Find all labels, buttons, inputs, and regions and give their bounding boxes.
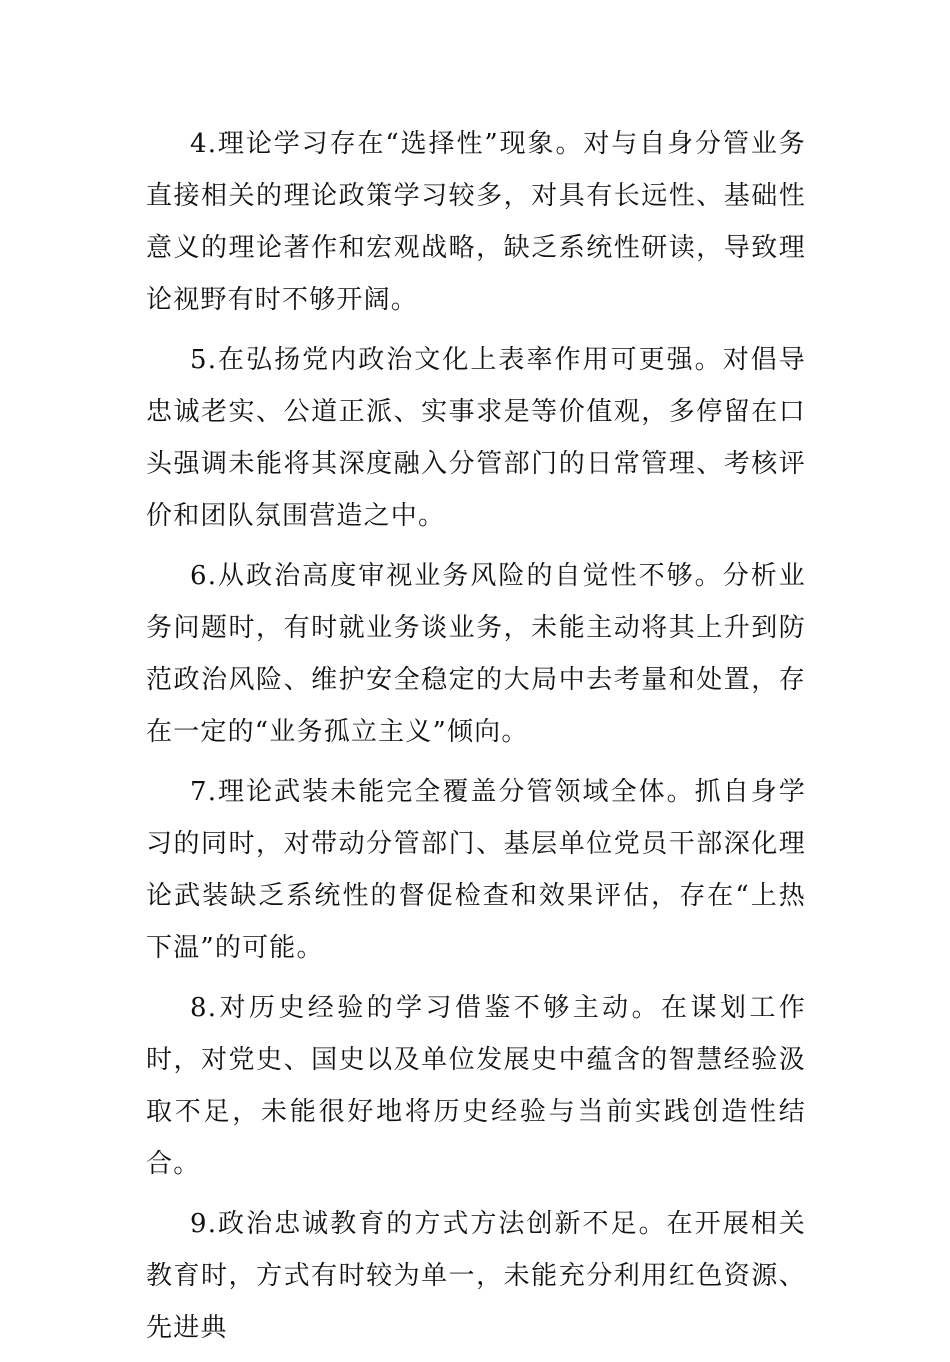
document-body <box>146 118 806 1362</box>
paragraph-item-7: 7.理论武装未能完全覆盖分管领域全体。抓自身学习的同时，对带动分管部门、基层单位党员干部深化理论武装缺乏系统性的督促检查和效果评估，存在“上热下温”的可能。 <box>146 777 806 963</box>
paragraph-item-9: 9.政治忠诚教育的方式方法创新不足。在开展相关教育时，方式有时较为单一，未能充分利用红色资源、先进典 <box>146 1209 806 1343</box>
paragraph-item-4: 4.理论学习存在“选择性”现象。对与自身分管业务直接相关的理论政策学习较多，对具有长远性、基础性意义的理论著作和宏观战略，缺乏系统性研读，导致理论视野有时不够开阔。 <box>146 129 806 315</box>
paragraph-item-6: 6.从政治高度审视业务风险的自觉性不够。分析业务问题时，有时就业务谈业务，未能主动将其上升到防范政治风险、维护安全稳定的大局中去考量和处置，存在一定的“业务孤立主义”倾向。 <box>146 561 806 747</box>
paragraph-item-8: 8.对历史经验的学习借鉴不够主动。在谋划工作时，对党史、国史以及单位发展史中蕴含的智慧经验汲取不足，未能很好地将历史经验与当前实践创造性结合。 <box>146 993 806 1179</box>
paragraph-item-5: 5.在弘扬党内政治文化上表率作用可更强。对倡导忠诚老实、公道正派、实事求是等价值观，多停留在口头强调未能将其深度融入分管部门的日常管理、考核评价和团队氛围营造之中。 <box>146 345 806 531</box>
